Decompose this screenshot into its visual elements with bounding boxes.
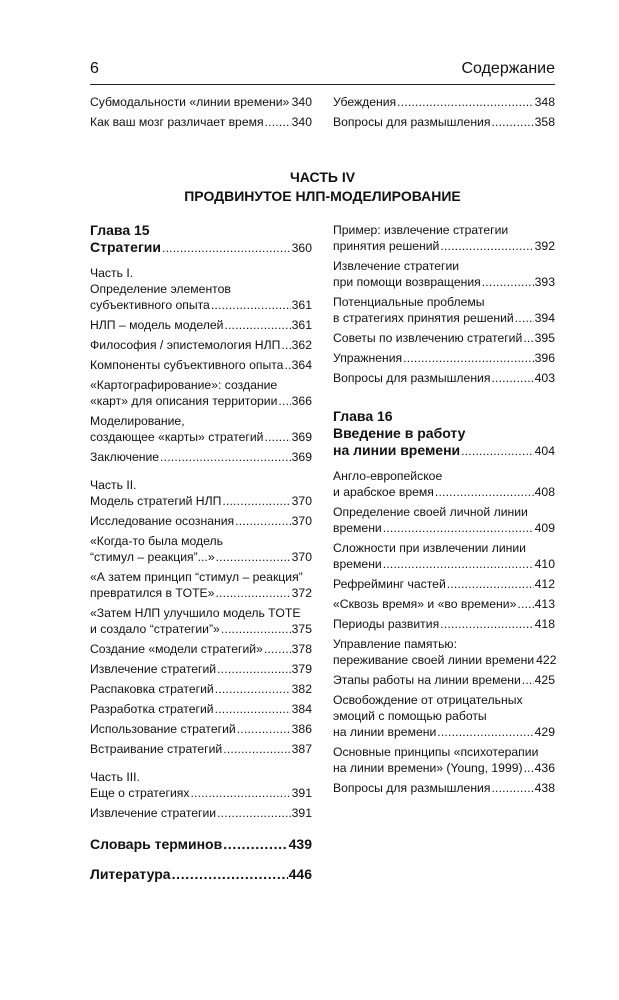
leader-dots [491,780,533,796]
toc-entry-page: 379 [291,662,312,676]
toc-entry-page: 358 [534,115,555,129]
toc-entry-page: 370 [291,550,312,564]
toc-entry[interactable] [333,616,555,632]
toc-entry-page: 348 [534,95,555,109]
toc-entry-text: «Когда-то была модель [90,534,223,548]
toc-entry-text: субъективного опыта [90,298,210,312]
toc-entry[interactable] [90,741,312,757]
toc-entry-page: 372 [291,586,312,600]
chapter-16-title-entry[interactable] [333,442,555,460]
toc-entry[interactable] [90,449,312,465]
toc-entry-text: Компоненты субъективного опыта [90,358,284,372]
leader-dots [403,350,534,366]
toc-entry-page: 375 [291,622,312,636]
part-3-label: Часть III. [90,770,140,784]
toc-entry-text: Освобождение от отрицательных [333,693,523,707]
part-2-label: Часть II. [90,478,137,492]
page-number: 6 [90,60,99,77]
toc-entry-text: времени [333,521,382,535]
toc-entry-page: 364 [291,358,312,372]
toc-entry-text: превратился в TOTE» [90,586,215,600]
chapter-15-title: Стратегии [90,239,161,255]
leader-dots [278,393,290,409]
toc-entry-text: Заключение [90,450,160,464]
toc-entry[interactable] [333,258,555,290]
literature-entry[interactable] [90,865,312,883]
toc-entry[interactable] [90,357,312,373]
leader-dots [216,549,291,565]
leader-dots [264,641,291,657]
toc-entry-page: 409 [534,521,555,535]
toc-entry-text: Вопросы для размышления [333,371,491,385]
toc-entry[interactable] [90,661,312,677]
toc-entry[interactable] [90,785,312,801]
toc-entry-text: Философия / эпистемология НЛП [90,338,281,352]
glossary-entry[interactable] [90,835,312,853]
toc-entry-text: Определение своей личной линии [333,505,528,519]
toc-entry-page: 370 [291,494,312,508]
part-3-entries [90,785,312,821]
toc-entry[interactable] [333,370,555,386]
toc-entry[interactable] [333,114,555,130]
part-title: ПРОДВИНУТОЕ НЛП-МОДЕЛИРОВАНИЕ [184,188,461,204]
toc-entry-text: Моделирование, [90,414,185,428]
leader-dots [440,616,533,632]
toc-entry-text: “стимул – реакция”...» [90,550,215,564]
part-1-label: Часть I. [90,266,134,280]
leader-dots [211,297,291,313]
toc-entry-page: 408 [534,485,555,499]
toc-entry-text: Сложности при извлечении линии [333,541,526,555]
toc-entry[interactable] [333,692,555,740]
toc-entry-text: Потенциальные проблемы [333,295,485,309]
leader-dots [217,805,291,821]
toc-entry[interactable] [90,281,312,313]
leader-dots [223,741,290,757]
chapter-16-heading [333,408,555,460]
toc-entry-text: в стратегиях принятия решений [333,311,514,325]
leader-dots [517,596,533,612]
leader-dots [190,785,290,801]
toc-top-left [90,94,312,134]
glossary-page: 439 [288,836,312,852]
toc-entry-text: и создало “стратегии”» [90,622,220,636]
toc-entry[interactable] [333,576,555,592]
toc-entry-text: Определение элементов [90,282,231,296]
part-1-entries [90,281,312,465]
toc-top-right [333,94,555,134]
literature-page: 446 [288,866,312,882]
toc-entry[interactable] [333,636,555,668]
toc-entry[interactable] [90,114,312,130]
toc-entry-page: 340 [291,115,312,129]
leader-dots [235,513,290,529]
leader-dots [383,556,534,572]
chapter-15-title-entry[interactable] [90,239,312,257]
toc-entry-text: эмоций с помощью работы [333,709,487,723]
leader-dots [491,370,533,386]
toc-entry-page: 361 [291,298,312,312]
toc-entry-text: принятия решений [333,239,440,253]
toc-entry-page: 413 [534,597,555,611]
toc-entry-text: Разработка стратегий [90,702,214,716]
toc-entry-page: 366 [291,394,312,408]
leader-dots [522,672,534,688]
toc-entry[interactable] [90,337,312,353]
toc-entry-text: Пример: извлечение стратегии [333,223,509,237]
leader-dots [221,621,291,637]
toc-entry[interactable] [333,504,555,536]
toc-entry[interactable] [333,540,555,572]
leader-dots [284,357,290,373]
leader-dots [440,238,533,254]
toc-entry-text: Использование стратегий [90,722,236,736]
chapter-15-label: Глава 15 [90,222,150,238]
toc-entry[interactable] [333,780,555,796]
toc-entry-page: 391 [291,786,312,800]
toc-entry-page: 403 [534,371,555,385]
toc-entry-text: Вопросы для размышления [333,781,491,795]
toc-entry-text: Управление памятью: [333,637,457,651]
toc-entry-text: времени [333,557,382,571]
leader-dots [160,449,291,465]
leader-dots [162,240,291,257]
toc-entry-text: НЛП – модель моделей [90,318,224,332]
header-rule [90,84,555,85]
leader-dots [435,484,534,500]
leader-dots [397,94,534,110]
leader-dots [383,520,534,536]
chapter-15-page: 360 [291,241,312,255]
toc-entry-page: 436 [534,761,555,775]
toc-entry-text: Распаковка стратегий [90,682,214,696]
toc-entry-text: на линии времени» (Young, 1999) [333,761,523,775]
toc-entry[interactable] [90,569,312,601]
toc-entry-text: Убеждения [333,95,397,109]
toc-entry[interactable] [90,805,312,821]
toc-entry[interactable] [90,493,312,509]
chapter-16-label: Глава 16 [333,408,393,424]
chapter-16-title-line1: Введение в работу [333,425,466,441]
literature-title: Литература [90,866,171,882]
toc-entry[interactable] [90,377,312,409]
toc-entry[interactable] [90,721,312,737]
toc-entry-page: 382 [291,682,312,696]
toc-entry-text: Встраивание стратегий [90,742,223,756]
toc-entry[interactable] [90,533,312,565]
leader-dots [515,310,534,326]
toc-entry-text: «А затем принцип “стимул – реакция” [90,570,303,584]
toc-entry-text: «карт» для описания территории [90,394,278,408]
toc-entry-page: 361 [291,318,312,332]
toc-entry-page: 362 [291,338,312,352]
toc-entry[interactable] [333,350,555,366]
toc-entry-page: 384 [291,702,312,716]
toc-entry-page: 425 [534,673,555,687]
chapter-16-title-line2: на линии времени [333,442,461,458]
toc-entry-text: Извлечение стратегий [90,662,217,676]
toc-entry-page: 395 [534,331,555,345]
toc-entry[interactable] [90,317,312,333]
toc-entry-page: 394 [534,311,555,325]
leader-dots [265,114,291,130]
toc-entry[interactable] [90,513,312,529]
toc-entry-text: на линии времени [333,725,437,739]
toc-entry-page: 418 [534,617,555,631]
toc-entry[interactable] [90,681,312,697]
part-heading [90,168,555,206]
toc-entry-page: 410 [534,557,555,571]
glossary-title: Словарь терминов [90,836,223,852]
toc-entry[interactable] [90,94,312,110]
toc-entry-text: Вопросы для размышления [333,115,491,129]
toc-entry[interactable] [90,605,312,637]
toc-entry-text: «Затем НЛП улучшило модель TOTE [90,606,301,620]
running-header [90,60,555,82]
toc-entry[interactable] [333,672,555,688]
toc-entry-page: 429 [534,725,555,739]
toc-entry-text: Модель стратегий НЛП [90,494,222,508]
toc-entry-page: 369 [291,450,312,464]
toc-entry[interactable] [90,641,312,657]
leader-dots [224,317,290,333]
toc-entry[interactable] [333,94,555,110]
toc-entry-text: Извлечение стратегии [90,806,217,820]
toc-left-column [90,222,312,887]
leader-dots [215,681,291,697]
toc-entry-text: Создание «модели стратегий» [90,642,263,656]
leader-dots [437,724,533,740]
toc-entry-page: 378 [291,642,312,656]
running-title: Содержание [461,60,555,77]
leader-dots [215,701,291,717]
leader-dots [215,585,290,601]
toc-entry-text: «Картографирование»: создание [90,378,278,392]
toc-entry[interactable] [333,744,555,776]
toc-entry-text: Как ваш мозг различает время [90,115,264,129]
toc-entry-page: 370 [291,514,312,528]
leader-dots [172,865,288,883]
toc-entry[interactable] [90,413,312,445]
toc-entry-text: и арабское время [333,485,434,499]
toc-entry-text: переживание своей линии времени [333,653,535,667]
leader-dots [447,576,534,592]
toc-entry-text: Рефрейминг частей [333,577,446,591]
toc-entry-page: 387 [291,742,312,756]
toc-entry[interactable] [333,294,555,326]
leader-dots [217,661,291,677]
chapter-15-heading [90,222,312,257]
toc-entry[interactable] [333,596,555,612]
toc-entry-text: Исследование осознания [90,514,235,528]
leader-dots [237,721,291,737]
toc-entry-text: Еще о стратегиях [90,786,190,800]
toc-entry-text: Извлечение стратегии [333,259,460,273]
toc-right-column [333,222,555,800]
chapter-16-page: 404 [534,444,555,458]
leader-dots [264,429,290,445]
toc-entry-page: 412 [534,577,555,591]
toc-entry-page: 386 [291,722,312,736]
toc-entry-text: Советы по извлечению стратегий [333,331,523,345]
toc-entry-text: Этапы работы на линии времени [333,673,521,687]
leader-dots [222,493,290,509]
toc-entry[interactable] [333,222,555,254]
toc-entry-text: «Сквозь время» и «во времени» [333,597,517,611]
leader-dots [523,330,533,346]
toc-entry-text: Англо-европейское [333,469,443,483]
chapter-16-entries [333,468,555,796]
part-2-entries [90,493,312,757]
toc-entry-text: при помощи возвращения [333,275,481,289]
leader-dots [223,835,287,853]
toc-entry-text: создающее «карты» стратегий [90,430,264,444]
toc-entry[interactable] [90,701,312,717]
toc-entry-page: 438 [534,781,555,795]
toc-entry-page: 396 [534,351,555,365]
toc-entry-text: Субмодальности «линии времени» [90,95,290,109]
leader-dots [491,114,533,130]
toc-entry-page: 391 [291,806,312,820]
toc-entry-text: Периоды развития [333,617,440,631]
toc-entry-page: 393 [534,275,555,289]
leader-dots [524,760,534,776]
leader-dots [281,337,290,353]
toc-entry-page: 340 [291,95,312,109]
leader-dots [461,443,534,460]
leader-dots [482,274,534,290]
toc-entry-page: 369 [291,430,312,444]
chapter-15-continued-entries [333,222,555,386]
toc-entry[interactable] [333,468,555,500]
toc-entry-page: 392 [534,239,555,253]
part-number: ЧАСТЬ IV [289,169,356,185]
toc-entry-text: Упражнения [333,351,403,365]
toc-entry-page: 422 [536,653,557,667]
toc-entry[interactable] [333,330,555,346]
toc-entry-text: Основные принципы «психотерапии [333,745,539,759]
